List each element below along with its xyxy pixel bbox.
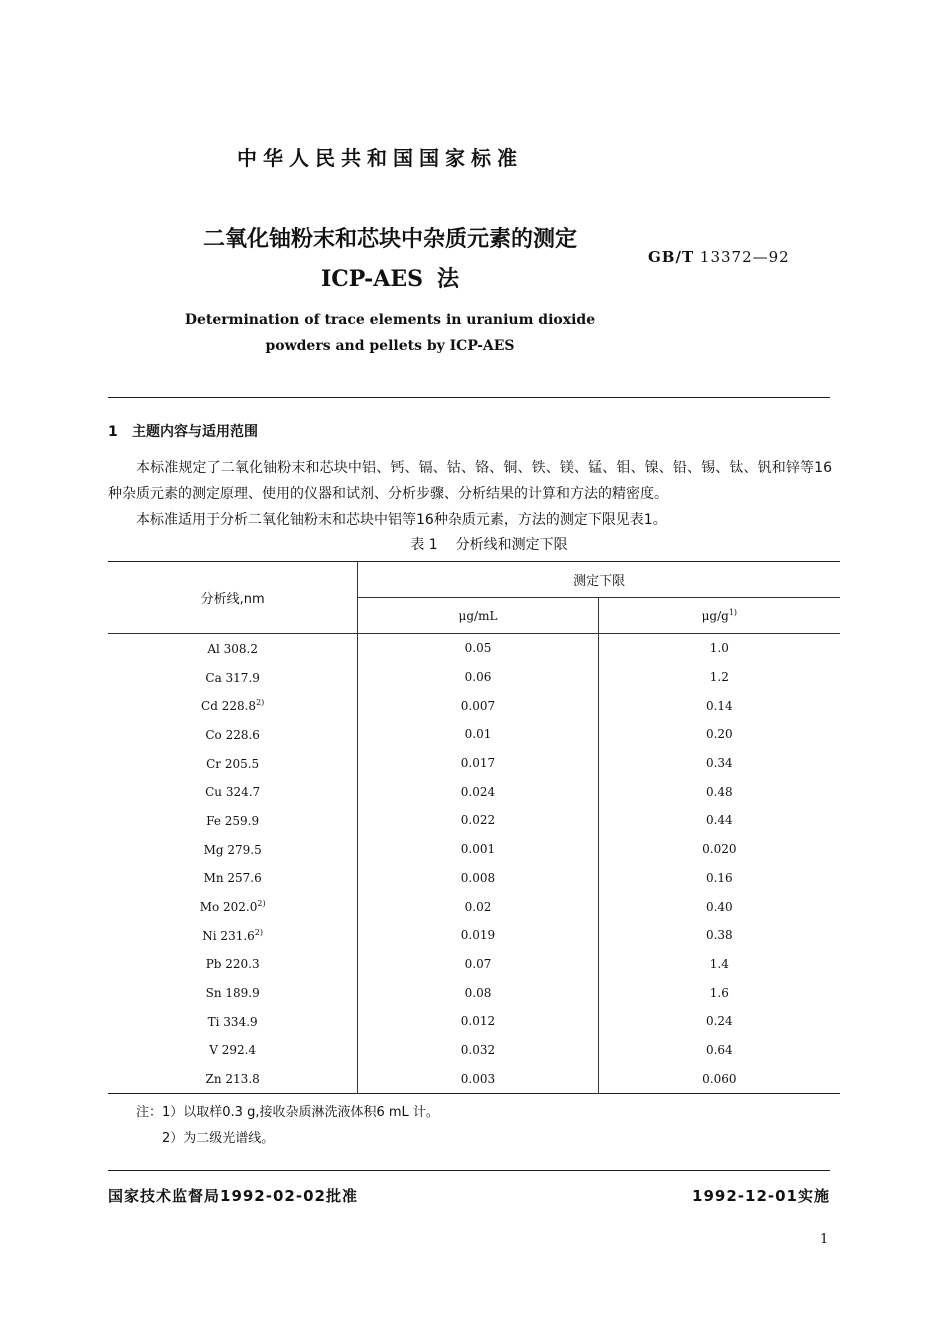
document-title-method [100, 262, 680, 293]
cell-limit-ug-g: 0.38 [598, 921, 840, 950]
column-header-analysis-line: 分析线,nm [108, 562, 358, 634]
table-caption-title: 分析线和测定下限 [455, 537, 568, 553]
cell-limit-ug-g: 0.24 [598, 1007, 840, 1036]
column-header-ug-ml: μg/mL [358, 598, 598, 634]
cell-analysis-line: Al 308.2 [207, 641, 258, 656]
method-name-cn: 法 [436, 267, 459, 292]
cell-limit-ug-ml: 0.012 [358, 1007, 598, 1036]
cell-limit-ug-ml: 0.019 [358, 921, 598, 950]
cell-analysis-line: Fe 259.9 [206, 813, 260, 828]
cell-limit-ug-g: 0.48 [598, 777, 840, 806]
cell-limit-ug-ml: 0.07 [358, 950, 598, 979]
cell-analysis-line: Co 228.6 [205, 727, 260, 742]
column-header-ug-g: $\mu g/g^{1)}$ [598, 598, 840, 634]
cell-limit-ug-g: 0.34 [598, 749, 840, 778]
footnote-marker: 1) [728, 608, 738, 617]
table-row [108, 1036, 840, 1065]
table-row [108, 720, 840, 749]
table-row [108, 978, 840, 1007]
effective-date: 1992-12-01实施 [692, 1187, 830, 1205]
standard-code: 13372—92 [699, 248, 790, 266]
cell-analysis-line: V 292.4 [209, 1043, 257, 1058]
cell-limit-ug-ml: 0.08 [358, 978, 598, 1007]
cell-limit-ug-g: 0.060 [598, 1064, 840, 1093]
document-title-en-line2: powders and pellets by ICP-AES [265, 338, 515, 354]
document-title-en-line1: Determination of trace elements in uranium dioxide [184, 312, 596, 328]
cell-limit-ug-ml: 0.001 [358, 835, 598, 864]
cell-limit-ug-ml: 0.007 [358, 691, 598, 720]
header-divider [108, 397, 830, 398]
table-row [108, 663, 840, 692]
cell-limit-ug-ml: 0.05 [358, 634, 598, 663]
cell-limit-ug-ml: 0.02 [358, 892, 598, 921]
cell-limit-ug-ml: 0.003 [358, 1064, 598, 1093]
cell-limit-ug-g: 1.6 [598, 978, 840, 1007]
national-standard-heading: 中华人民共和国国家标准 [237, 146, 523, 170]
table-caption [108, 534, 870, 554]
table-row [108, 835, 840, 864]
section-number: 1 [108, 424, 118, 440]
page-number: 1 [820, 1232, 829, 1247]
table-row [108, 892, 840, 921]
table-note-1: 注：1）以取样0.3 g,接收杂质淋洗液体积6 mL 计。 [136, 1105, 439, 1120]
cell-analysis-line: Pb 220.3 [205, 957, 260, 972]
table-row [108, 1064, 840, 1093]
cell-analysis-line: Zn 213.8 [205, 1072, 260, 1087]
section-heading [108, 421, 258, 441]
table-row [108, 777, 840, 806]
cell-analysis-line: Ti 334.9 [207, 1014, 258, 1029]
table-row [108, 1007, 840, 1036]
table-row [108, 691, 840, 720]
cell-limit-ug-g: 0.64 [598, 1036, 840, 1065]
cell-limit-ug-g: 1.2 [598, 663, 840, 692]
cell-limit-ug-g: 0.14 [598, 691, 840, 720]
cell-analysis-line: Ca 317.9 [205, 670, 260, 685]
footnote-marker: 2) [256, 698, 265, 708]
cell-analysis-line: Mo 202.0$^{2)}$ [199, 899, 266, 915]
cell-limit-ug-ml: 0.024 [358, 777, 598, 806]
cell-limit-ug-ml: 0.008 [358, 864, 598, 893]
table-row [108, 864, 840, 893]
footnote-marker: 2) [254, 927, 264, 937]
table-row [108, 749, 840, 778]
applicability-paragraph: 本标准适用于分析二氧化铀粉末和芯块中铝等16种杂质元素，方法的测定下限见表1。 [136, 512, 667, 528]
cell-limit-ug-ml: 0.01 [358, 720, 598, 749]
standard-prefix: GB/T [648, 248, 695, 266]
cell-limit-ug-g: 0.44 [598, 806, 840, 835]
cell-analysis-line: Sn 189.9 [205, 986, 260, 1001]
table-row [108, 634, 840, 663]
table-row [108, 806, 840, 835]
cell-limit-ug-g: 0.020 [598, 835, 840, 864]
table-note-2: 2）为二级光谱线。 [162, 1131, 275, 1146]
table-row [108, 921, 840, 950]
cell-limit-ug-g: 0.40 [598, 892, 840, 921]
cell-limit-ug-ml: 0.06 [358, 663, 598, 692]
column-header-detection-limit: 测定下限 [358, 562, 840, 598]
section-title: 主题内容与适用范围 [132, 424, 258, 440]
cell-limit-ug-g: 1.4 [598, 950, 840, 979]
table-row [108, 950, 840, 979]
cell-limit-ug-g: 1.0 [598, 634, 840, 663]
footnote-marker: 2) [257, 899, 266, 909]
standard-number [648, 248, 790, 266]
cell-limit-ug-ml: 0.017 [358, 749, 598, 778]
cell-limit-ug-g: 0.16 [598, 864, 840, 893]
cell-analysis-line: Ni 231.6$^{2)}$ [202, 927, 264, 943]
footer-divider [108, 1170, 830, 1171]
limits-table [108, 561, 840, 1094]
scope-paragraph: 本标准规定了二氧化铀粉末和芯块中铝、钙、镉、钴、铬、铜、铁、镁、锰、钼、镍、铅、锡、钛、钒和锌等16种杂质元素的测定原理、使用的仪器和试剂、分析步骤、分析结果的计算和方法的精密度。 [108, 460, 832, 502]
method-name-latin: ICP-AES [320, 266, 423, 292]
table-caption-label: 表 1 [410, 537, 438, 553]
document-title-cn: 二氧化铀粉末和芯块中杂质元素的测定 [202, 227, 577, 252]
cell-analysis-line: Mg 279.5 [203, 842, 262, 857]
cell-analysis-line: Cd 228.8$^{2)}$ [201, 698, 265, 714]
cell-limit-ug-g: 0.20 [598, 720, 840, 749]
cell-analysis-line: Cr 205.5 [206, 756, 260, 771]
cell-analysis-line: Cu 324.7 [205, 785, 261, 800]
cell-analysis-line: Mn 257.6 [203, 871, 262, 886]
cell-limit-ug-ml: 0.022 [358, 806, 598, 835]
approval-date: 国家技术监督局1992-02-02批准 [108, 1187, 358, 1205]
cell-limit-ug-ml: 0.032 [358, 1036, 598, 1065]
